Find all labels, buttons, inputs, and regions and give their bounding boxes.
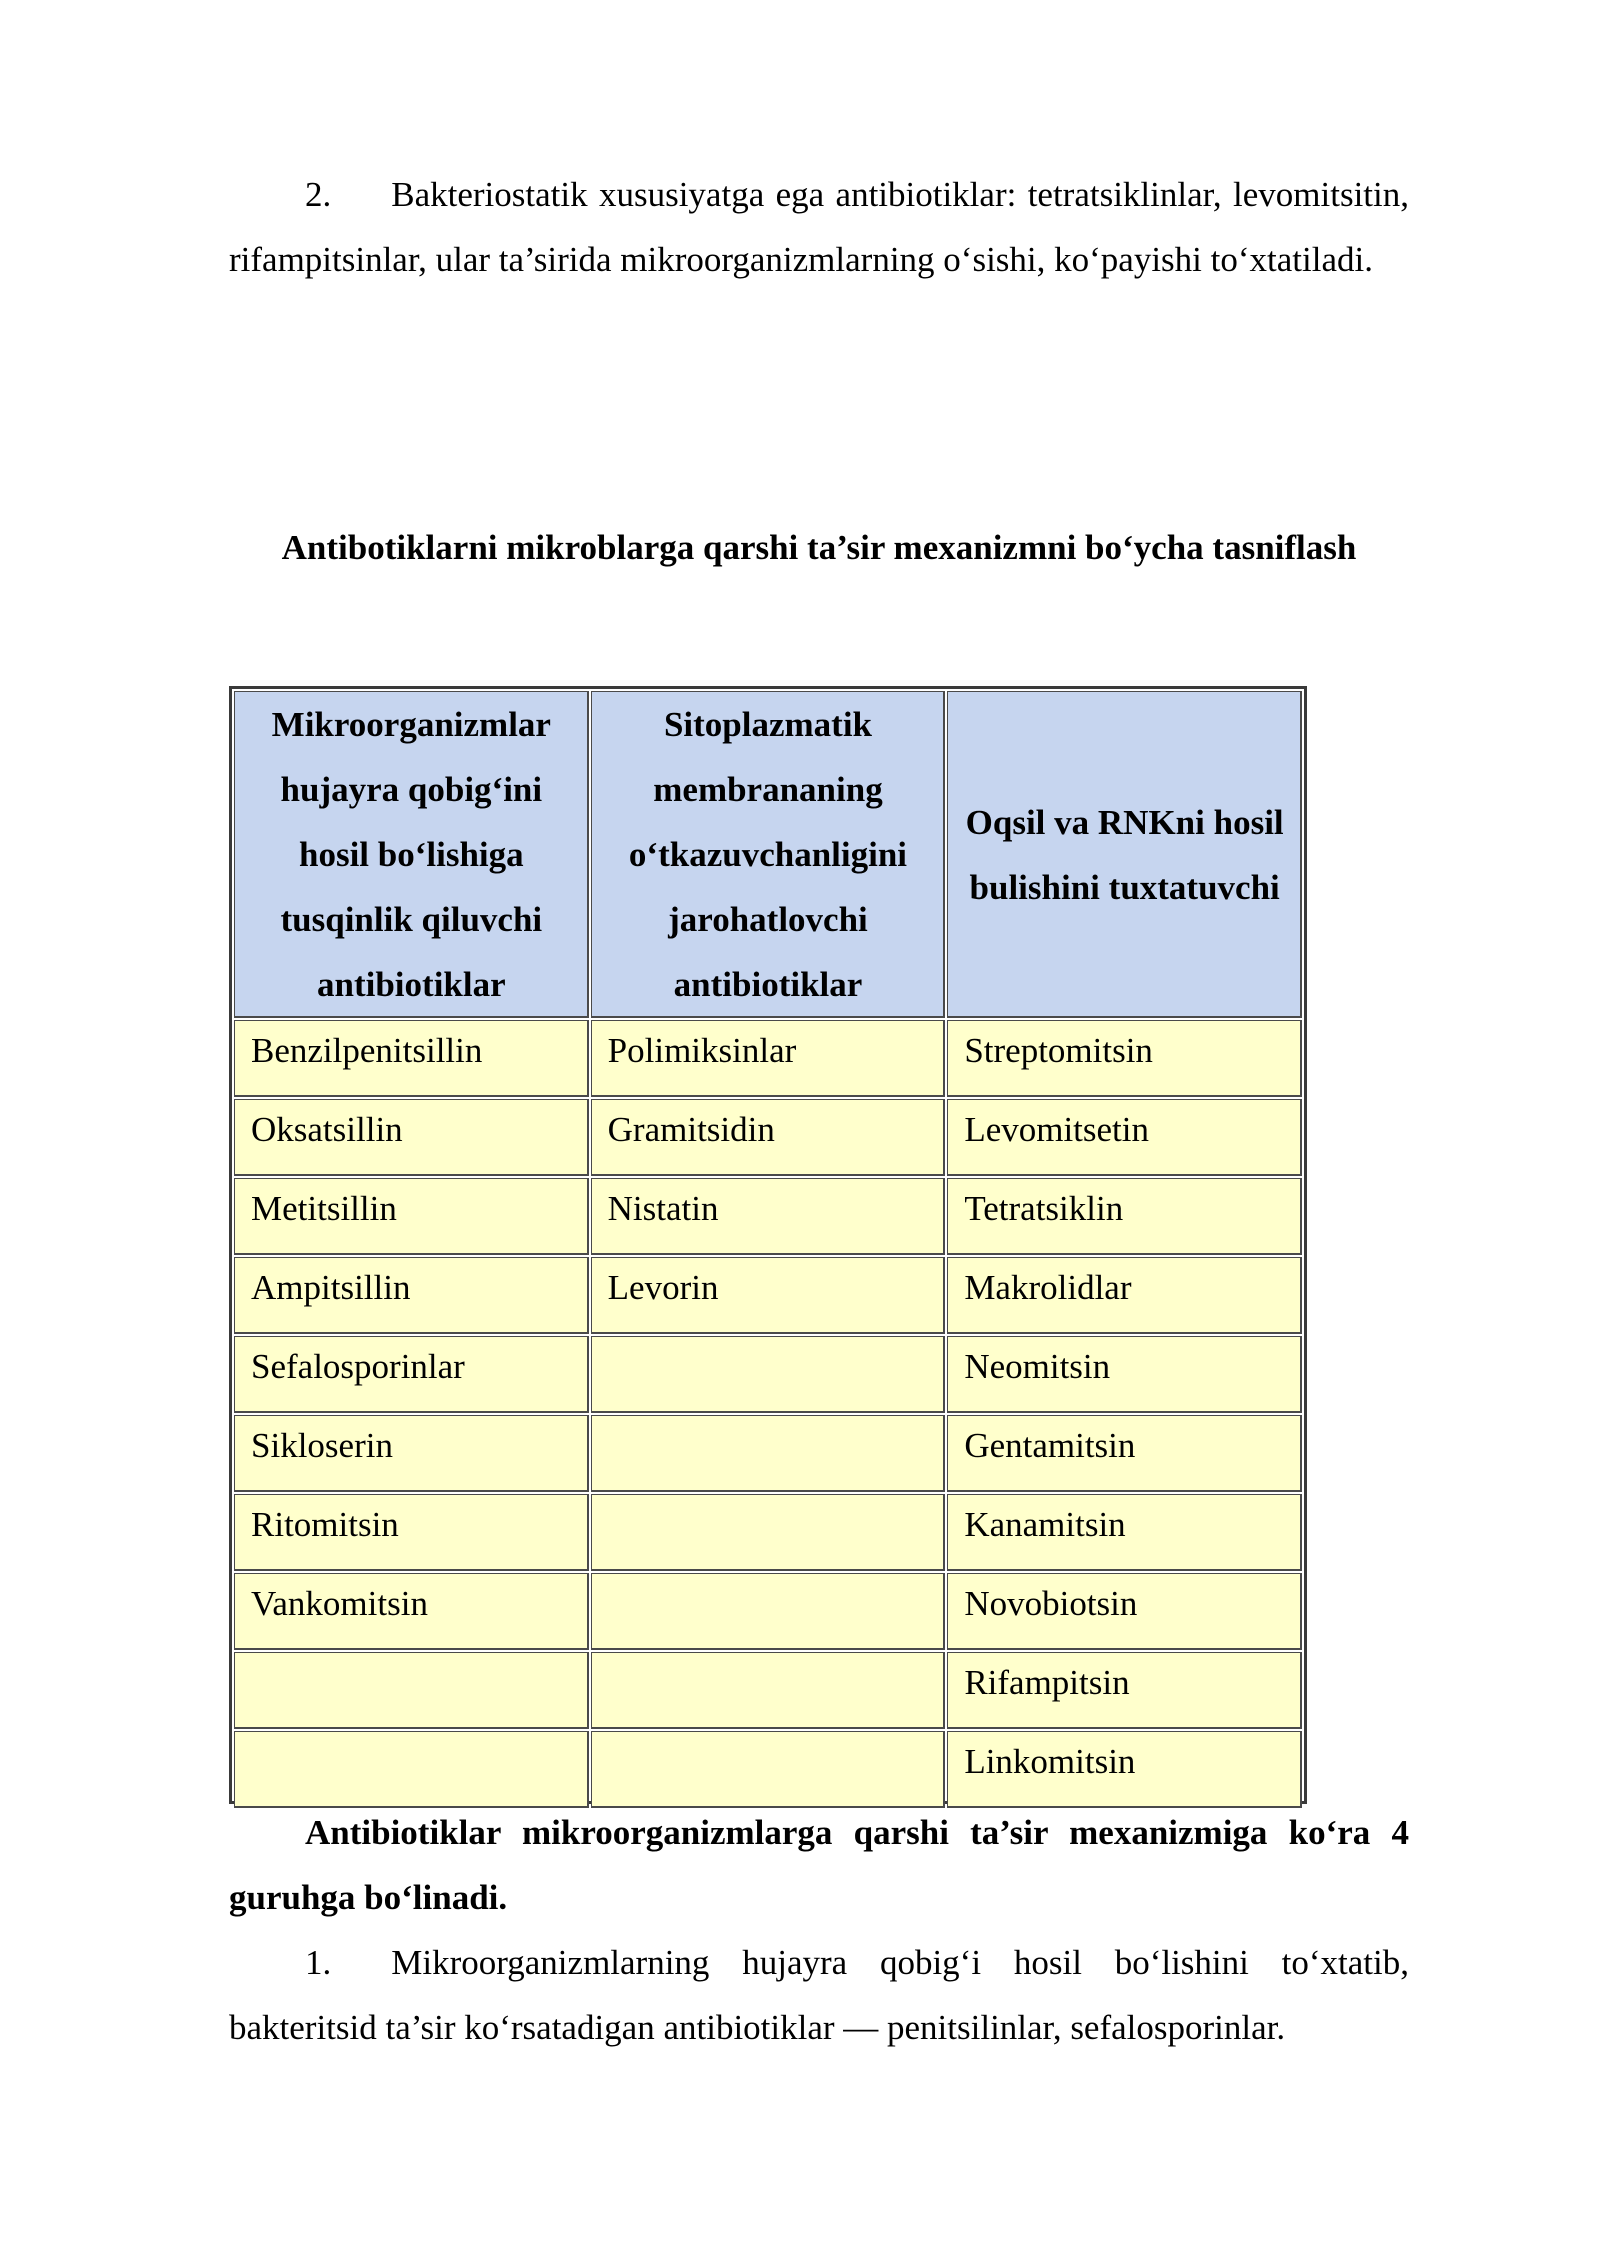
table-cell xyxy=(591,1652,946,1729)
table-cell: Oksatsillin xyxy=(234,1099,589,1176)
table-cell xyxy=(591,1731,946,1808)
paragraph-bacteriostatic xyxy=(229,162,1409,292)
table-cell: Benzilpenitsillin xyxy=(234,1020,589,1097)
table-cell: Kanamitsin xyxy=(947,1494,1302,1571)
table-row xyxy=(234,1494,1302,1571)
table-cell: Gentamitsin xyxy=(947,1415,1302,1492)
table-cell: Metitsillin xyxy=(234,1178,589,1255)
table-cell: Neomitsin xyxy=(947,1336,1302,1413)
table-cell: Polimiksinlar xyxy=(591,1020,946,1097)
table-cell xyxy=(234,1731,589,1808)
header-cell-cell-wall: Mikroorganizmlar hujayra qobig‘ini hosil bo‘lishiga tusqinlik qiluvchi antibiotiklar xyxy=(234,691,589,1018)
paragraph-bactericidal xyxy=(229,1930,1409,2060)
table-cell: Levomitsetin xyxy=(947,1099,1302,1176)
table-row xyxy=(234,1178,1302,1255)
table-cell: Gramitsidin xyxy=(591,1099,946,1176)
table-row xyxy=(234,1099,1302,1176)
paragraph-number: 1. xyxy=(305,1943,332,1982)
table-row xyxy=(234,1336,1302,1413)
table-cell: Streptomitsin xyxy=(947,1020,1302,1097)
table-row xyxy=(234,1415,1302,1492)
paragraph-text: Antibiotiklar mikroorganizmlarga qarshi ta’sir mexanizmiga ko‘ra 4 guruhga bo‘linadi. xyxy=(229,1813,1409,1917)
table-cell: Nistatin xyxy=(591,1178,946,1255)
table-cell: Ritomitsin xyxy=(234,1494,589,1571)
classification-table xyxy=(232,689,1304,1810)
table-cell: Tetratsiklin xyxy=(947,1178,1302,1255)
paragraph-number: 2. xyxy=(305,175,332,214)
table-cell: Levorin xyxy=(591,1257,946,1334)
table-row xyxy=(234,1020,1302,1097)
table-cell: Rifampitsin xyxy=(947,1652,1302,1729)
table-cell: Linkomitsin xyxy=(947,1731,1302,1808)
table-cell: Sikloserin xyxy=(234,1415,589,1492)
table-cell: Makrolidlar xyxy=(947,1257,1302,1334)
table-cell: Ampitsillin xyxy=(234,1257,589,1334)
table-row xyxy=(234,1652,1302,1729)
table-cell xyxy=(591,1415,946,1492)
table-heading: Antibotiklarni mikroblarga qarshi ta’sir mexanizmni bo‘ycha tasniflash xyxy=(281,528,1357,567)
table-cell: Novobiotsin xyxy=(947,1573,1302,1650)
table-cell xyxy=(234,1652,589,1729)
header-cell-membrane: Sitoplazmatik membrananing o‘tkazuvchanligini jarohatlovchi antibiotiklar xyxy=(591,691,946,1018)
paragraph-text: Bakteriostatik xususiyatga ega antibiotiklar: tetratsiklinlar, levomitsitin, rifampitsinlar, ular ta’sirida mikroorganizmlarning o‘sishi, ko‘payishi to‘xtatiladi. xyxy=(229,175,1409,279)
table-row xyxy=(234,1573,1302,1650)
table-cell xyxy=(591,1494,946,1571)
table-cell: Sefalosporinlar xyxy=(234,1336,589,1413)
table-row xyxy=(234,1731,1302,1808)
table-cell xyxy=(591,1573,946,1650)
paragraph-text: Mikroorganizmlarning hujayra qobig‘i hosil bo‘lishini to‘xtatib, bakteritsid ta’sir ko‘rsatadigan antibiotiklar — penitsilinlar, sefalosporinlar. xyxy=(229,1943,1409,2047)
table-cell xyxy=(591,1336,946,1413)
header-cell-protein-rna: Oqsil va RNKni hosil bulishini tuxtatuvchi xyxy=(947,691,1302,1018)
table-row xyxy=(234,1257,1302,1334)
paragraph-groups-summary xyxy=(229,1800,1409,1930)
table-header-row xyxy=(234,691,1302,1018)
classification-table-frame xyxy=(229,686,1307,1804)
table-cell: Vankomitsin xyxy=(234,1573,589,1650)
